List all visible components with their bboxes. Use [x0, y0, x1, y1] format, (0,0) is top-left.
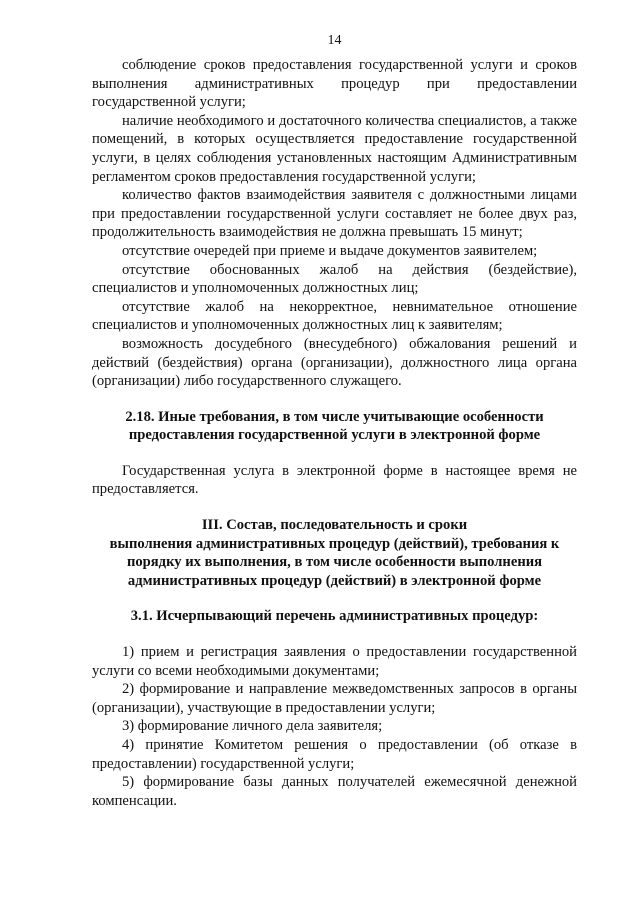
document-page	[92, 32, 577, 810]
paragraph-appeal: возможность досудебного (внесудебного) обжалования решений и действий (бездействия) органа (организации), должностного лица органа (организации) либо государственного служащего.	[92, 335, 577, 390]
section-3-heading-line1: III. Состав, последовательность и сроки	[201, 517, 468, 534]
section-3-heading-line2: выполнения административных процедур (действий), требования к	[109, 535, 560, 552]
paragraph-no-incorrect-attitude: отсутствие жалоб на некорректное, невнимательное отношение специалистов и уполномоченных должностных лиц к заявителям;	[92, 298, 577, 334]
section-3-1-heading: 3.1. Исчерпывающий перечень административных процедур:	[130, 608, 539, 625]
procedure-item-4: 4) принятие Комитетом решения о предоставлении (об отказе в предоставлении) государственной услуги;	[92, 737, 577, 772]
section-3-heading-line3: порядку их выполнения, в том числе особенности выполнения	[126, 554, 543, 571]
paragraph-no-complaints: отсутствие обоснованных жалоб на действия (бездействие), специалистов и уполномоченных должностных лиц;	[92, 261, 577, 297]
procedure-item-5: 5) формирование базы данных получателей ежемесячной денежной компенсации.	[92, 774, 577, 809]
paragraph-deadlines: соблюдение сроков предоставления государственной услуги и сроков выполнения административных процедур при предоставлении государственной услуги;	[92, 57, 577, 111]
procedure-item-1: 1) прием и регистрация заявления о предоставлении государственной услуги со всеми необходимыми документами;	[92, 644, 577, 679]
paragraph-no-queues: отсутствие очередей при приеме и выдаче документов заявителем;	[122, 242, 538, 259]
section-2-18-heading-line2: предоставления государственной услуги в электронной форме	[128, 427, 541, 444]
page-number: 14	[327, 33, 342, 48]
procedure-item-2: 2) формирование и направление межведомственных запросов в органы (организации), участвующие в предоставлении услуги;	[92, 681, 577, 716]
procedure-item-3: 3) формирование личного дела заявителя;	[122, 718, 383, 735]
paragraph-interactions: количество фактов взаимодействия заявителя с должностными лицами при предоставлении государственной услуги составляет не более двух раз, продолжительность взаимодействия не должна превышать 15 минут;	[92, 187, 577, 241]
section-3-heading-line4: административных процедур (действий) в электронной форме	[127, 572, 542, 589]
section-2-18-text: Государственная услуга в электронной форме в настоящее время не предоставляется.	[92, 462, 577, 498]
section-2-18-heading-line1: 2.18. Иные требования, в том числе учитывающие особенности	[125, 408, 544, 425]
paragraph-specialists: наличие необходимого и достаточного количества специалистов, а также помещений, в которых осуществляется предоставление государственной услуги, в целях соблюдения установленных настоящим Административным регламентом сроков предоставления государственной услуги;	[92, 112, 577, 185]
